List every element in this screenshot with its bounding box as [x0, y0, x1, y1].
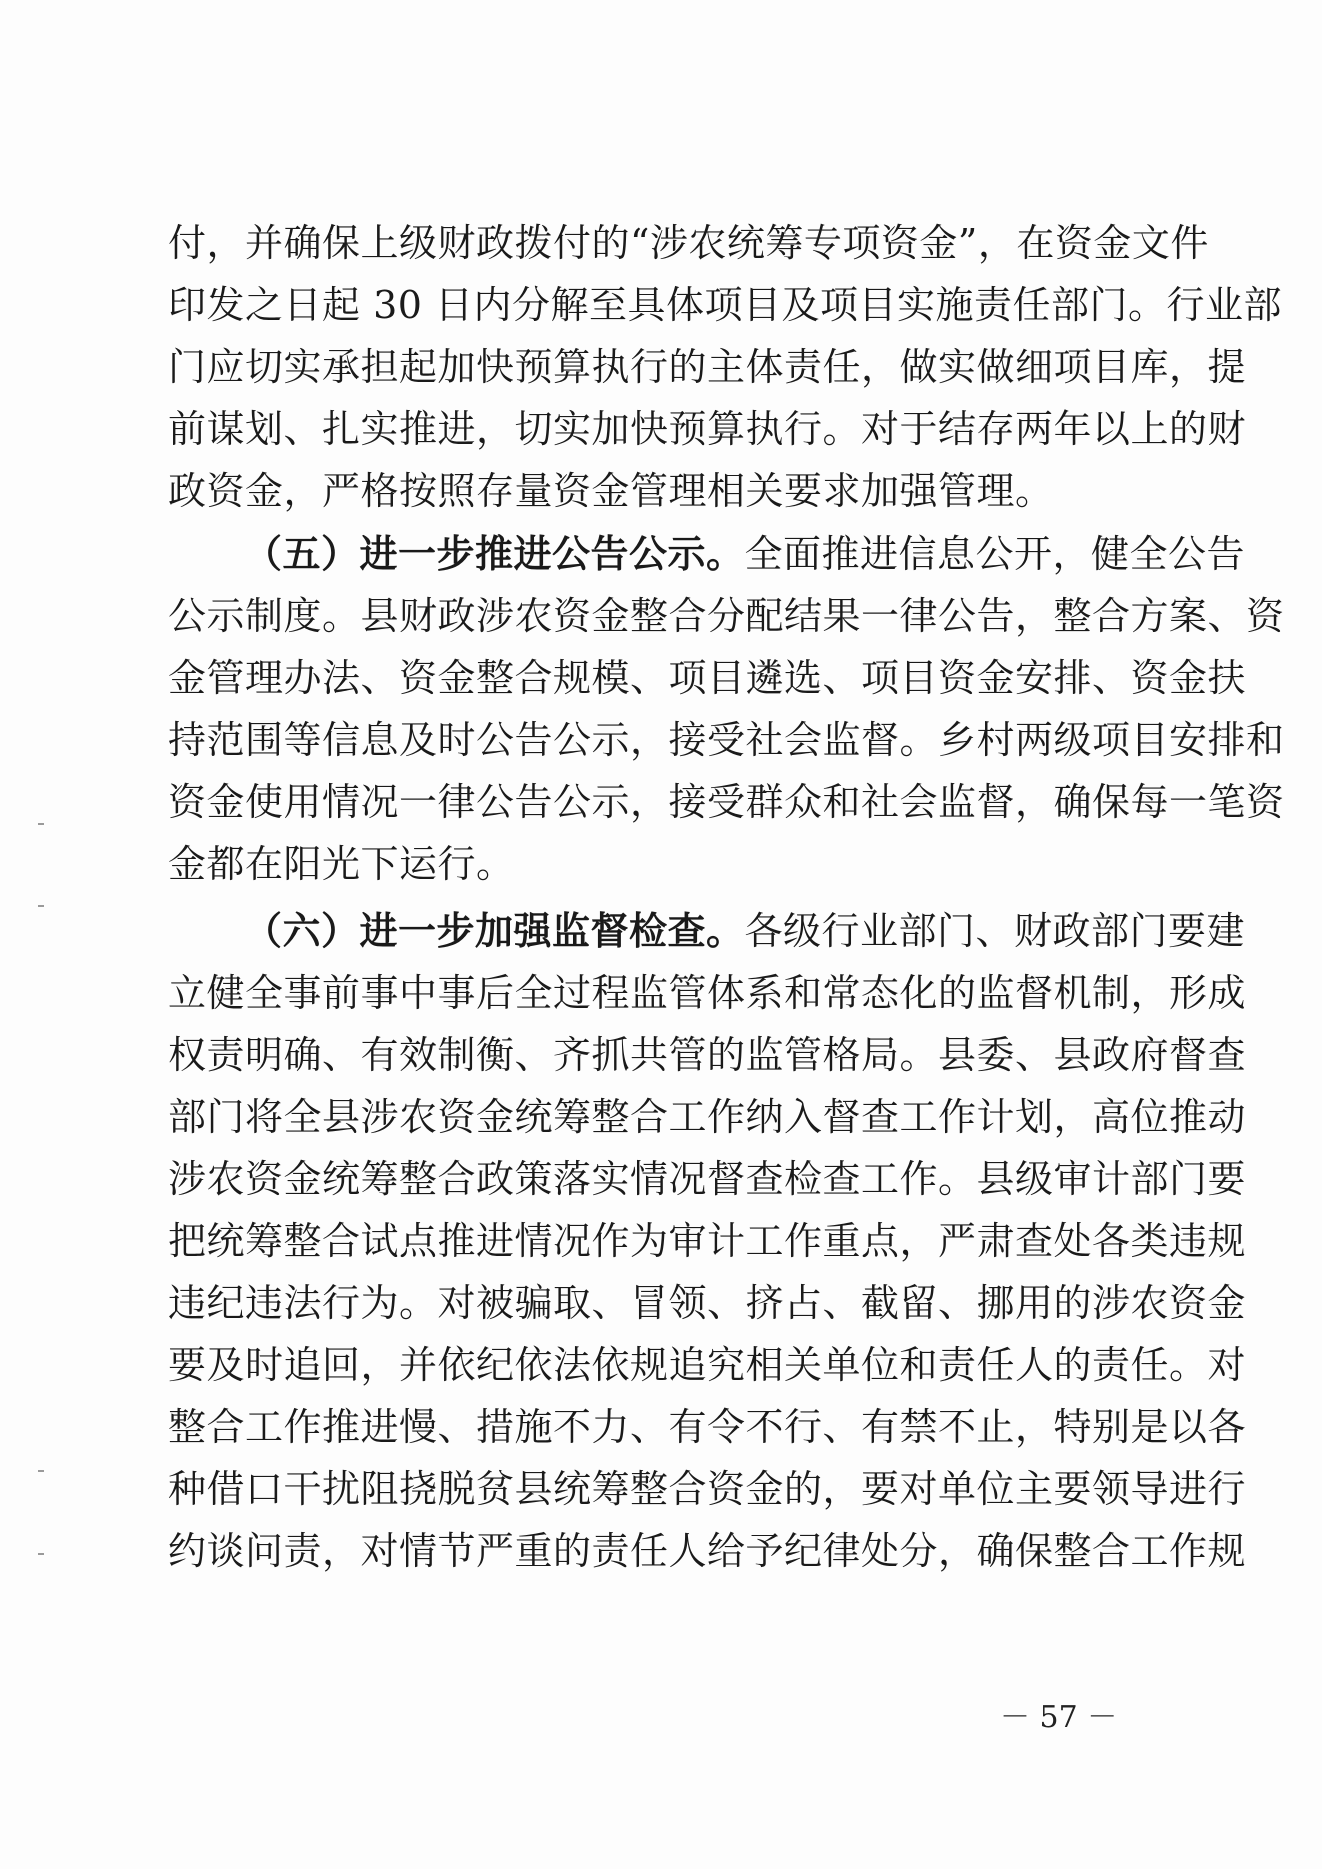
- text-line: 门应切实承担起加快预算执行的主体责任，做实做细项目库，提: [168, 345, 1247, 389]
- text-line: 种借口干扰阻挠脱贫县统筹整合资金的，要对单位主要领导进行: [168, 1467, 1247, 1511]
- scan-mark: [38, 905, 44, 907]
- scan-mark: [38, 1470, 44, 1472]
- text-line: 金管理办法、资金整合规模、项目遴选、项目资金安排、资金扶: [168, 656, 1247, 700]
- section-6-first-line: [244, 902, 1246, 960]
- text-line: 前谋划、扎实推进，切实加快预算执行。对于结存两年以上的财: [168, 407, 1247, 451]
- text-line: 付，并确保上级财政拨付的“涉农统筹专项资金”，在资金文件: [168, 221, 1209, 265]
- text-line: 持范围等信息及时公告公示，接受社会监督。乡村两级项目安排和: [168, 718, 1285, 762]
- text-line: 政资金，严格按照存量资金管理相关要求加强管理。: [168, 469, 1054, 513]
- text-line: 涉农资金统筹整合政策落实情况督查检查工作。县级审计部门要: [168, 1157, 1247, 1201]
- text-line: 印发之日起 30 日内分解至具体项目及项目实施责任部门。行业部: [168, 283, 1283, 327]
- text-line: 要及时追回，并依纪依法依规追究相关单位和责任人的责任。对: [168, 1343, 1247, 1387]
- text-line: 部门将全县涉农资金统筹整合工作纳入督查工作计划，高位推动: [168, 1095, 1247, 1139]
- section-6-heading: （六）进一步加强监督检查。: [244, 908, 745, 953]
- text-line: 违纪违法行为。对被骗取、冒领、挤占、截留、挪用的涉农资金: [168, 1281, 1247, 1325]
- text-line: 约谈问责，对情节严重的责任人给予纪律处分，确保整合工作规: [168, 1529, 1247, 1573]
- section-5-heading: （五）进一步推进公告公示。: [244, 531, 745, 576]
- text-line: 整合工作推进慢、措施不力、有令不行、有禁不止，特别是以各: [168, 1405, 1247, 1449]
- text-line: 把统筹整合试点推进情况作为审计工作重点，严肃查处各类违规: [168, 1219, 1247, 1263]
- scan-mark: [38, 1553, 44, 1555]
- text-line: 权责明确、有效制衡、齐抓共管的监管格局。县委、县政府督查: [168, 1033, 1247, 1077]
- section-5-first-line: [244, 525, 1246, 583]
- section-6-text: 各级行业部门、财政部门要建: [744, 909, 1246, 953]
- page-number: － 57 －: [1000, 1700, 1118, 1735]
- text-line: 立健全事前事中事后全过程监管体系和常态化的监督机制，形成: [168, 971, 1247, 1015]
- text-line: 公示制度。县财政涉农资金整合分配结果一律公告，整合方案、资: [168, 594, 1285, 638]
- section-5-text: 全面推进信息公开，健全公告: [744, 532, 1246, 576]
- text-line: 金都在阳光下运行。: [168, 842, 515, 886]
- text-line: 资金使用情况一律公告公示，接受群众和社会监督，确保每一笔资: [168, 780, 1285, 824]
- scan-mark: [38, 823, 44, 825]
